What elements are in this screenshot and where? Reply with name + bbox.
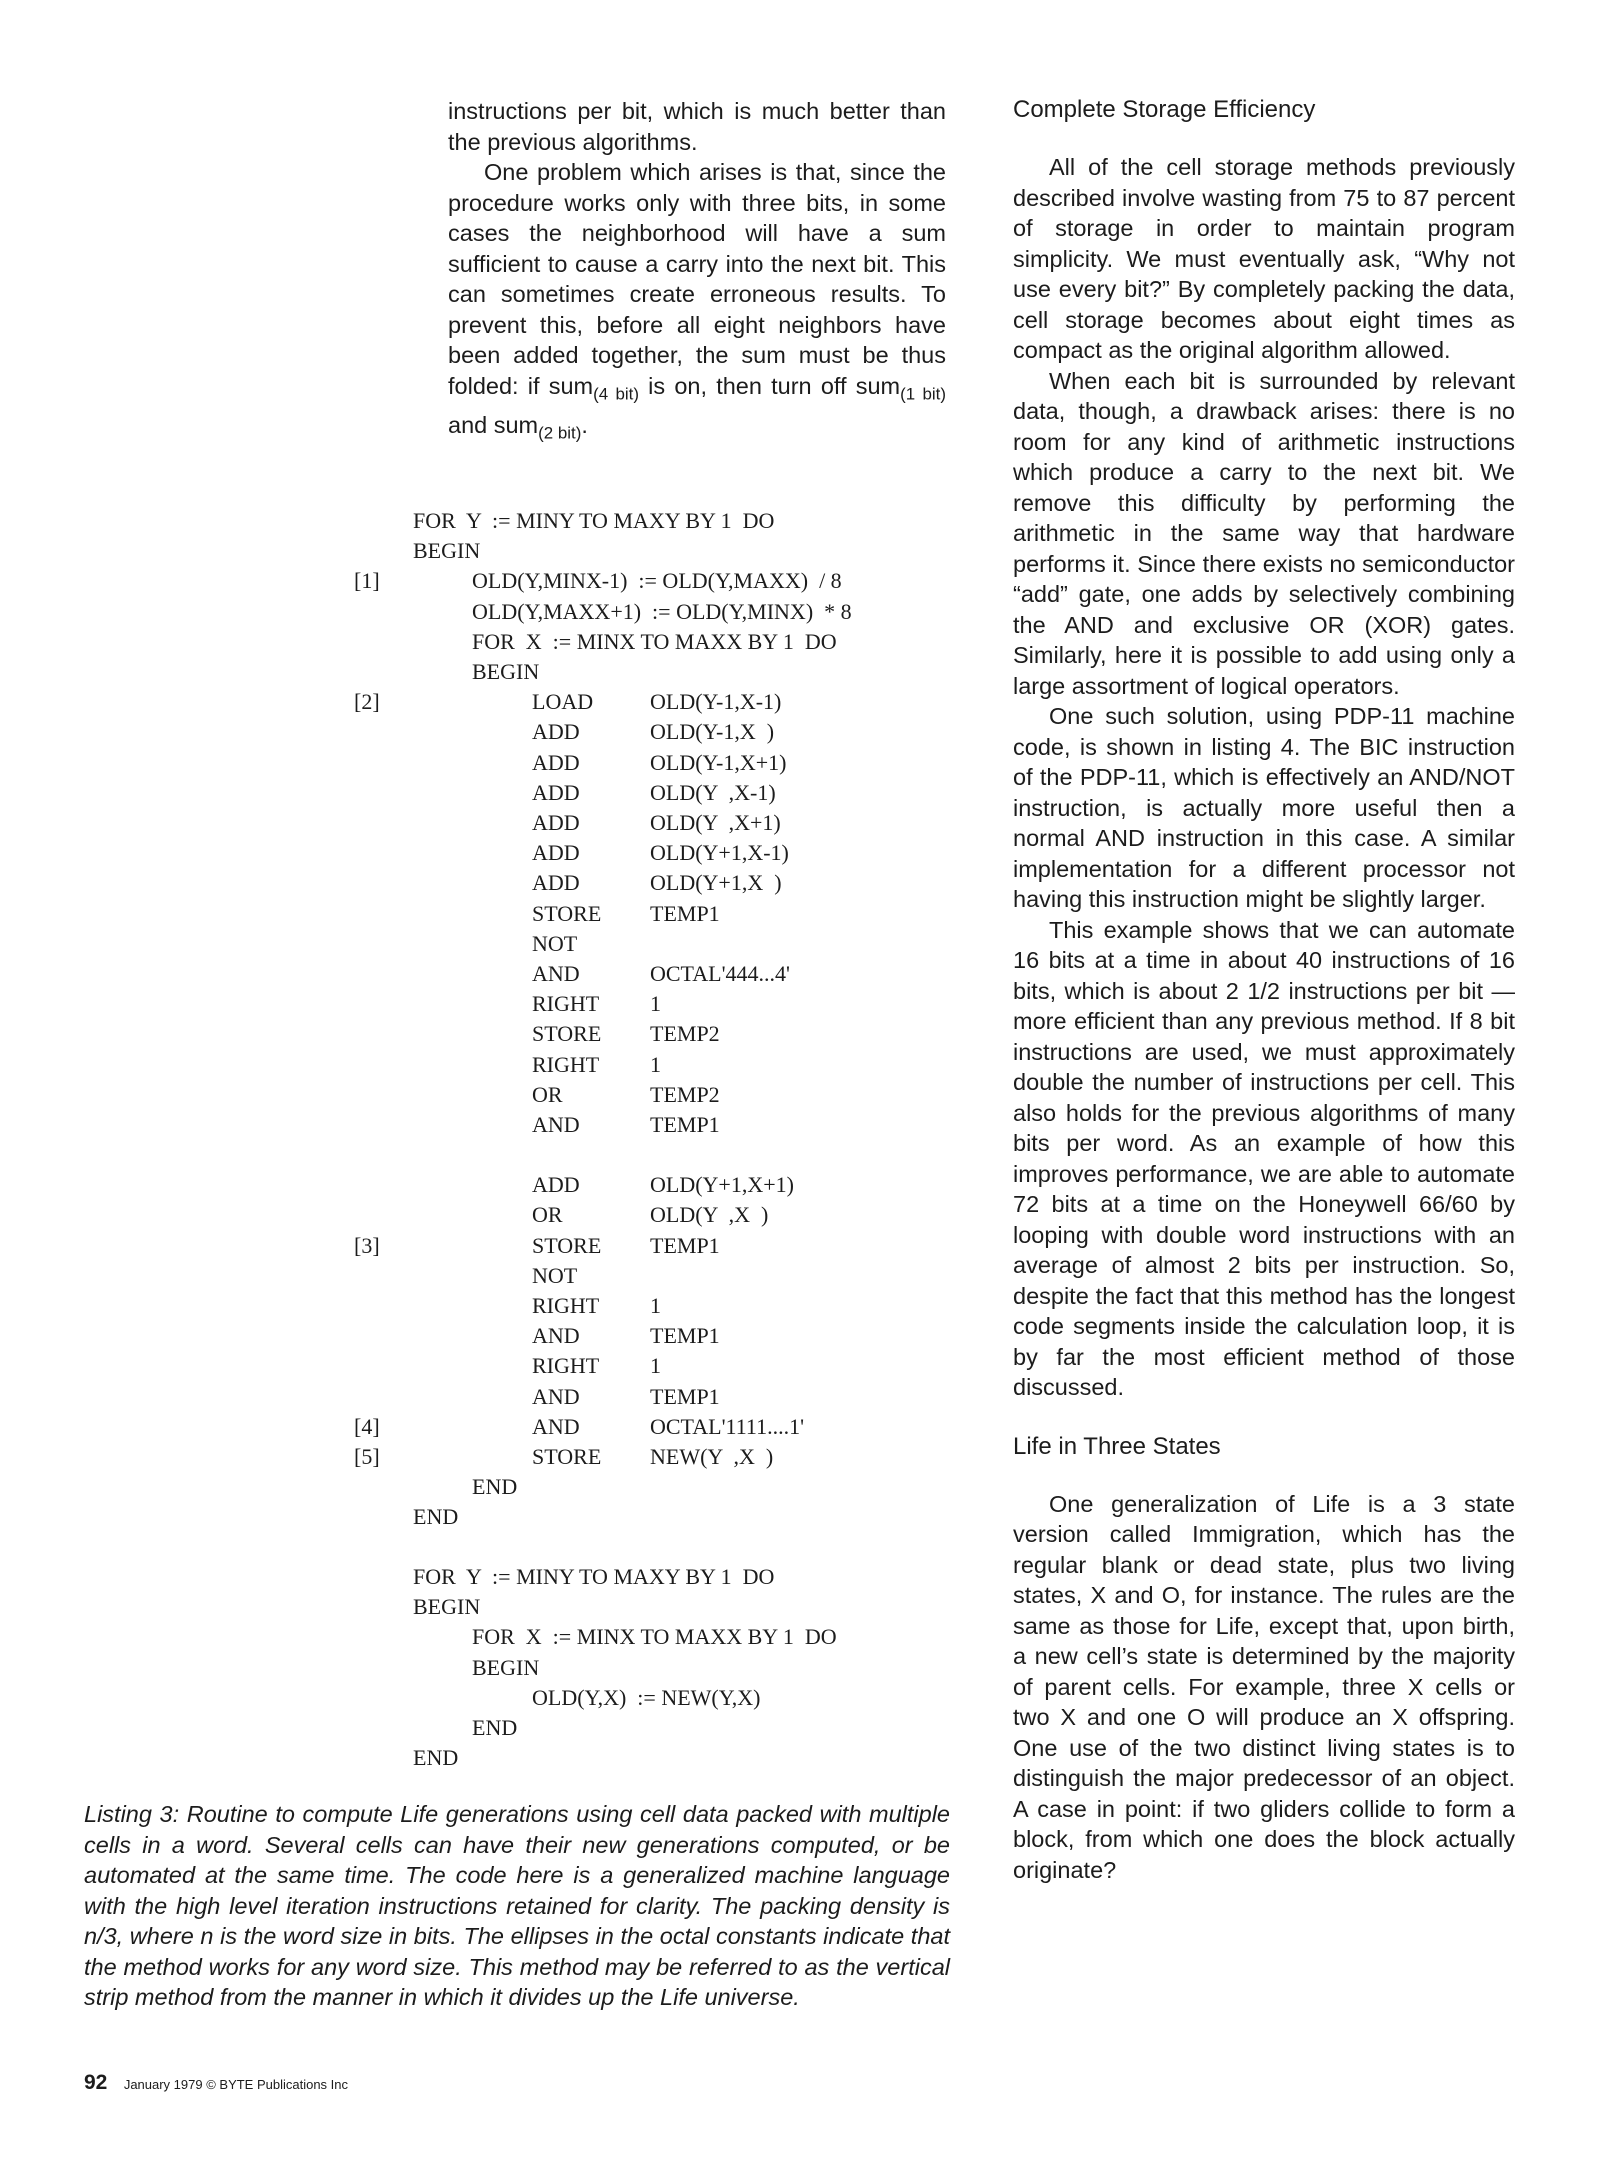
code-line <box>0 1200 960 1230</box>
code-line <box>0 868 960 898</box>
code-operand: OLD(Y-1,X+1) <box>650 749 787 775</box>
paragraph: When each bit is surrounded by relevant data, though, a drawback arises: there is no room for any kind of arithmetic instructions which produce a carry to the next bit. We remove this difficulty by performing the arithmetic in the same way that hardware performs it. Since there exists no semiconductor “add” gate, one adds by selectively combining the AND and exclusive OR (XOR) gates. Similarly, here it is possible to add using only a large assortment of logical operators. <box>1013 367 1515 699</box>
code-opcode: STORE <box>532 1021 602 1047</box>
code-operand: OLD(Y ,X ) <box>650 1202 769 1228</box>
line-marker: [4] <box>354 1413 380 1439</box>
code-opcode: ADD <box>532 749 580 775</box>
line-marker: [2] <box>354 689 380 715</box>
code-operand: 1 <box>650 1051 661 1077</box>
code-opcode: NOT <box>532 930 578 956</box>
code-opcode: RIGHT <box>532 991 600 1017</box>
code-opcode: ADD <box>532 870 580 896</box>
code-line <box>0 597 960 627</box>
code-text: END <box>413 1504 459 1530</box>
code-operand: TEMP1 <box>650 900 720 926</box>
code-line <box>0 717 960 747</box>
code-operand: NEW(Y ,X ) <box>650 1444 774 1469</box>
code-line <box>0 1291 960 1321</box>
code-opcode: STORE <box>532 1232 602 1258</box>
code-line <box>0 1351 960 1381</box>
code-operand: TEMP2 <box>650 1081 720 1107</box>
code-text: FOR Y := MINY TO MAXY BY 1 DO <box>413 1564 775 1589</box>
code-line <box>0 1110 960 1140</box>
code-opcode: STORE <box>532 1444 602 1469</box>
paragraph: One such solution, using PDP-11 machine code, is shown in listing 4. The BIC instruction of the PDP-11, which is effectively an AND/NOT instruction, is actually more useful then a normal AND instruction in this case. A similar implementation for a different processor not having this instruction might be slightly larger. <box>1013 703 1515 912</box>
code-line <box>0 1713 960 1743</box>
code-text: END <box>472 1715 518 1740</box>
code-opcode: AND <box>532 1383 580 1409</box>
code-text: BEGIN <box>472 1654 540 1680</box>
code-line <box>0 1080 960 1110</box>
code-operand: OLD(Y-1,X-1) <box>650 689 782 715</box>
code-line <box>0 1743 960 1773</box>
code-line <box>0 1261 960 1291</box>
code-line <box>0 1412 960 1442</box>
code-line <box>0 506 960 536</box>
code-line <box>0 566 960 596</box>
code-text: FOR Y := MINY TO MAXY BY 1 DO <box>413 508 775 533</box>
code-line <box>0 657 960 687</box>
code-opcode: RIGHT <box>532 1293 600 1318</box>
code-line <box>0 687 960 717</box>
code-opcode: ADD <box>532 1172 580 1198</box>
code-line <box>0 929 960 959</box>
code-line <box>0 1382 960 1412</box>
right-column-text <box>1013 94 1515 1885</box>
code-operand: OLD(Y ,X-1) <box>650 779 776 805</box>
fold-rule-text: and sum <box>448 411 539 438</box>
page-footer <box>84 2071 348 2095</box>
code-operand: 1 <box>650 1353 661 1379</box>
code-line <box>0 808 960 838</box>
section-heading: Complete Storage Efficiency <box>1013 96 1316 123</box>
code-text: FOR X := MINX TO MAXX BY 1 DO <box>472 1624 837 1650</box>
code-operand: TEMP1 <box>650 1232 720 1258</box>
code-opcode: RIGHT <box>532 1353 600 1379</box>
code-line <box>0 748 960 778</box>
code-line <box>0 838 960 868</box>
paragraph: One generalization of Life is a 3 state version called Immigration, which has the regular blank or dead state, plus two living states, X and O, for instance. The rules are the same as those for Life, except that, upon birth, a new cell’s state is determined by the majority of parent cells. For example, three X cells or two X and one O will produce an X offspring. One use of the two distinct living states is to distinguish the major predecessor of an object. A case in point: if two gliders collide to form a block, from which one does the block actually originate? <box>1013 1490 1515 1883</box>
code-opcode: AND <box>532 1323 580 1349</box>
code-line <box>0 1683 960 1713</box>
code-opcode: ADD <box>532 719 580 745</box>
code-line <box>0 1472 960 1502</box>
code-text: FOR X := MINX TO MAXX BY 1 DO <box>472 628 837 654</box>
code-operand: OLD(Y+1,X+1) <box>650 1172 794 1198</box>
paragraph: This example shows that we can automate 16 bits at a time in about 40 instructions of 16 bits, which is about 2 1/2 instructions per bit — more efficient than any previous method. If 8 bit instructions are used, we must approximately double the number of instructions per cell. This also holds for the previous algorithms of many bits per word. As an example of how this improves performance, we are able to automate 72 bits at a time on the Honeywell 66/60 by looping with double word instructions with an average of almost 2 bits per instruction. So, despite the fact that this method has the longest code segments inside the calculation loop, it is by far the most efficient method of those discussed. <box>1013 916 1515 1400</box>
code-text: BEGIN <box>413 1594 481 1620</box>
line-marker: [1] <box>354 568 380 594</box>
code-line <box>0 536 960 566</box>
code-line <box>0 1019 960 1049</box>
code-opcode: STORE <box>532 900 602 926</box>
code-opcode: LOAD <box>532 689 594 715</box>
code-opcode: AND <box>532 961 580 986</box>
fold-rule-text: is on, then turn off sum <box>638 372 901 399</box>
code-opcode: ADD <box>532 840 580 866</box>
code-text: END <box>413 1745 459 1771</box>
code-opcode: ADD <box>532 810 580 835</box>
left-column-text <box>448 96 946 449</box>
code-line <box>0 778 960 808</box>
paragraph: instructions per bit, which is much better than the previous algorithms. <box>448 98 946 155</box>
code-line <box>0 1170 960 1200</box>
code-line <box>0 1592 960 1622</box>
subscript-4-bit: (4 bit) <box>593 384 639 404</box>
code-operand: OLD(Y+1,X ) <box>650 870 782 896</box>
code-operand: OLD(Y ,X+1) <box>650 810 781 835</box>
code-text: END <box>472 1474 518 1500</box>
code-operand: OCTAL'1111....1' <box>650 1413 805 1439</box>
paragraph: All of the cell storage methods previously described involve wasting from 75 to 87 percent of storage in order to maintain program simplicity. We must eventually ask, “Why not use every bit?” By completely packing the data, cell storage becomes about eight times as compact as the original algorithm allowed. <box>1013 154 1515 363</box>
code-operand: OLD(Y-1,X ) <box>650 719 775 745</box>
code-opcode: OR <box>532 1081 563 1107</box>
code-opcode: RIGHT <box>532 1051 600 1077</box>
code-text: OLD(Y,X) := NEW(Y,X) <box>532 1684 761 1710</box>
code-operand: TEMP1 <box>650 1323 720 1349</box>
code-text: BEGIN <box>472 659 540 684</box>
code-opcode: ADD <box>532 779 580 805</box>
code-opcode: NOT <box>532 1262 578 1288</box>
code-line <box>0 899 960 929</box>
code-line <box>0 1502 960 1532</box>
code-line <box>0 1050 960 1080</box>
code-text: BEGIN <box>413 538 481 564</box>
code-opcode: AND <box>532 1112 580 1137</box>
code-line <box>0 1321 960 1351</box>
subscript-1-bit: (1 bit) <box>900 384 947 404</box>
code-text: OLD(Y,MAXX+1) := OLD(Y,MINX) * 8 <box>472 598 852 624</box>
code-operand: TEMP2 <box>650 1021 720 1047</box>
fold-rule-end: . <box>581 411 588 438</box>
line-marker: [3] <box>354 1232 380 1258</box>
code-opcode: OR <box>532 1202 563 1228</box>
code-operand: 1 <box>650 1293 661 1318</box>
subscript-2-bit: (2 bit) <box>538 423 582 443</box>
code-line <box>0 1442 960 1472</box>
code-line <box>0 1231 960 1261</box>
listing-caption: Listing 3: Routine to compute Life generations using cell data packed with multiple cells in a word. Several cells can have their new generations computed, or be automated at the same time. The code here is a generalized machine language with the high level iteration instructions retained for clarity. The packing density is n/3, where n is the word size in bits. The ellipses in the octal constants indicate that the method works for any word size. This method may be referred to as the vertical strip method from the manner in which it divides up the Life universe. <box>84 1801 950 2010</box>
paragraph-fold-rule <box>448 157 946 449</box>
code-operand: TEMP1 <box>650 1383 720 1409</box>
code-operand: 1 <box>650 991 661 1017</box>
page-number: 92 <box>84 2071 108 2094</box>
code-line <box>0 1653 960 1683</box>
code-line <box>0 1622 960 1652</box>
code-operand: TEMP1 <box>650 1112 720 1137</box>
code-line <box>0 959 960 989</box>
code-text: OLD(Y,MINX-1) := OLD(Y,MAXX) / 8 <box>472 568 842 594</box>
line-marker: [5] <box>354 1444 380 1469</box>
code-opcode: AND <box>532 1413 580 1439</box>
code-line <box>0 989 960 1019</box>
footer-credit: January 1979 © BYTE Publications Inc <box>123 2077 349 2092</box>
paragraph-text: One problem which arises is that, since the procedure works only with three bits, in some cases the neighborhood will have a sum sufficient to cause a carry into the next bit. This can sometimes create erroneous results. To prevent this, before all eight neighbors have been added together, the sum must be thus folded: if sum <box>448 159 946 399</box>
section-heading: Life in Three States <box>1013 1432 1221 1460</box>
code-operand: OCTAL'444...4' <box>650 961 790 986</box>
code-line <box>0 1562 960 1592</box>
code-operand: OLD(Y+1,X-1) <box>650 840 789 866</box>
code-line <box>0 627 960 657</box>
